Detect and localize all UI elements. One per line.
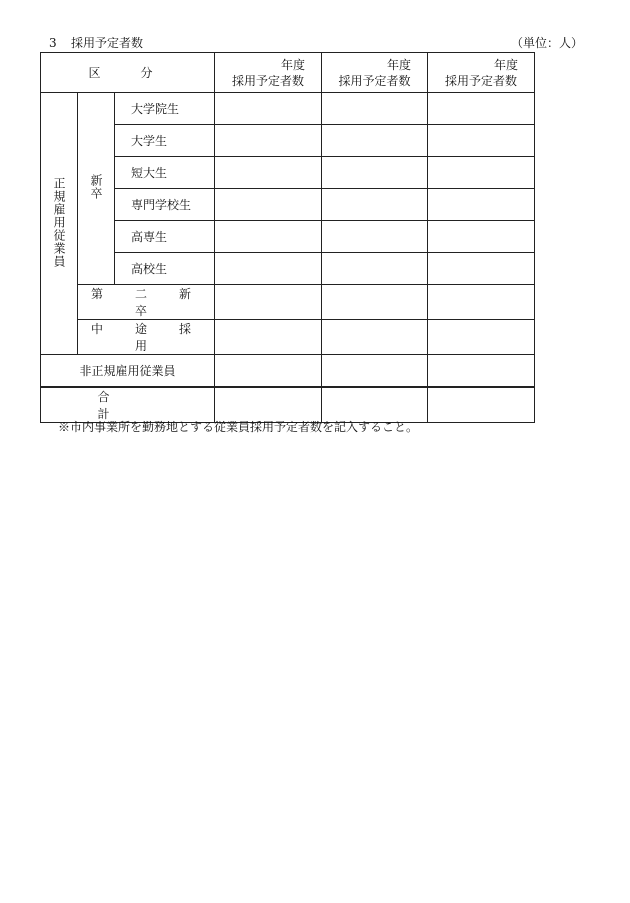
table-row <box>41 253 535 285</box>
year-column-header <box>428 53 535 93</box>
year-column-header <box>322 53 428 93</box>
input-cell[interactable] <box>215 125 322 157</box>
row-label-vocational-school: 専門学校生 <box>115 189 215 221</box>
row-label-total: 合 計 <box>41 387 215 423</box>
table-row <box>41 125 535 157</box>
section-title: 採用予定者数 <box>71 36 144 50</box>
input-cell[interactable] <box>428 93 535 125</box>
input-cell[interactable] <box>428 189 535 221</box>
new-grad-label-cell <box>78 93 115 285</box>
input-cell[interactable] <box>322 157 428 189</box>
row-label-technical-college: 高専生 <box>115 221 215 253</box>
input-cell[interactable] <box>215 221 322 253</box>
input-cell[interactable] <box>322 355 428 388</box>
table-row <box>41 189 535 221</box>
input-cell[interactable] <box>322 320 428 355</box>
input-cell[interactable] <box>215 253 322 285</box>
input-cell[interactable] <box>215 189 322 221</box>
table-row <box>41 320 535 355</box>
input-cell[interactable] <box>428 320 535 355</box>
year-label: 年度 <box>387 58 412 72</box>
input-cell[interactable] <box>322 253 428 285</box>
row-label-university: 大学生 <box>115 125 215 157</box>
row-label-mid-career: 中 途 採 用 <box>78 320 215 355</box>
row-label-second-new-grad: 第 二 新 卒 <box>78 285 215 320</box>
regular-employee-label: 正規雇用従業員 <box>52 176 66 268</box>
input-cell[interactable] <box>322 221 428 253</box>
section-number: 3 <box>49 36 57 50</box>
input-cell[interactable] <box>428 253 535 285</box>
hiring-plan-table <box>40 52 535 423</box>
table-header-row <box>41 53 535 93</box>
input-cell[interactable] <box>215 285 322 320</box>
year-label: 年度 <box>494 58 519 72</box>
input-cell[interactable] <box>428 221 535 253</box>
row-label-graduate-school: 大学院生 <box>115 93 215 125</box>
new-grad-label: 新卒 <box>89 174 103 200</box>
table-row <box>41 157 535 189</box>
footnote: ※市内事業所を勤務地とする従業員採用予定者数を記入すること。 <box>58 420 419 434</box>
input-cell[interactable] <box>428 157 535 189</box>
row-label-non-regular: 非正規雇用従業員 <box>41 355 215 388</box>
input-cell[interactable] <box>428 125 535 157</box>
input-cell[interactable] <box>215 320 322 355</box>
table-row <box>41 221 535 253</box>
unit-label: （単位：人） <box>511 36 584 50</box>
year-label: 年度 <box>281 58 306 72</box>
input-cell[interactable] <box>428 355 535 388</box>
input-cell[interactable] <box>215 93 322 125</box>
count-label: 採用予定者数 <box>445 74 518 88</box>
input-cell[interactable] <box>215 157 322 189</box>
input-cell[interactable] <box>322 125 428 157</box>
count-label: 採用予定者数 <box>338 74 411 88</box>
input-cell[interactable] <box>322 93 428 125</box>
table-row <box>41 285 535 320</box>
year-column-header <box>215 53 322 93</box>
row-label-junior-college: 短大生 <box>115 157 215 189</box>
table-row <box>41 93 535 125</box>
input-cell[interactable] <box>215 355 322 388</box>
kubun-header: 区 分 <box>41 53 215 93</box>
row-label-high-school: 高校生 <box>115 253 215 285</box>
total-cell[interactable] <box>428 387 535 423</box>
table-row <box>41 355 535 388</box>
input-cell[interactable] <box>428 285 535 320</box>
input-cell[interactable] <box>322 285 428 320</box>
count-label: 採用予定者数 <box>232 74 305 88</box>
section-heading <box>49 34 143 51</box>
input-cell[interactable] <box>322 189 428 221</box>
regular-employee-label-cell <box>41 93 78 355</box>
